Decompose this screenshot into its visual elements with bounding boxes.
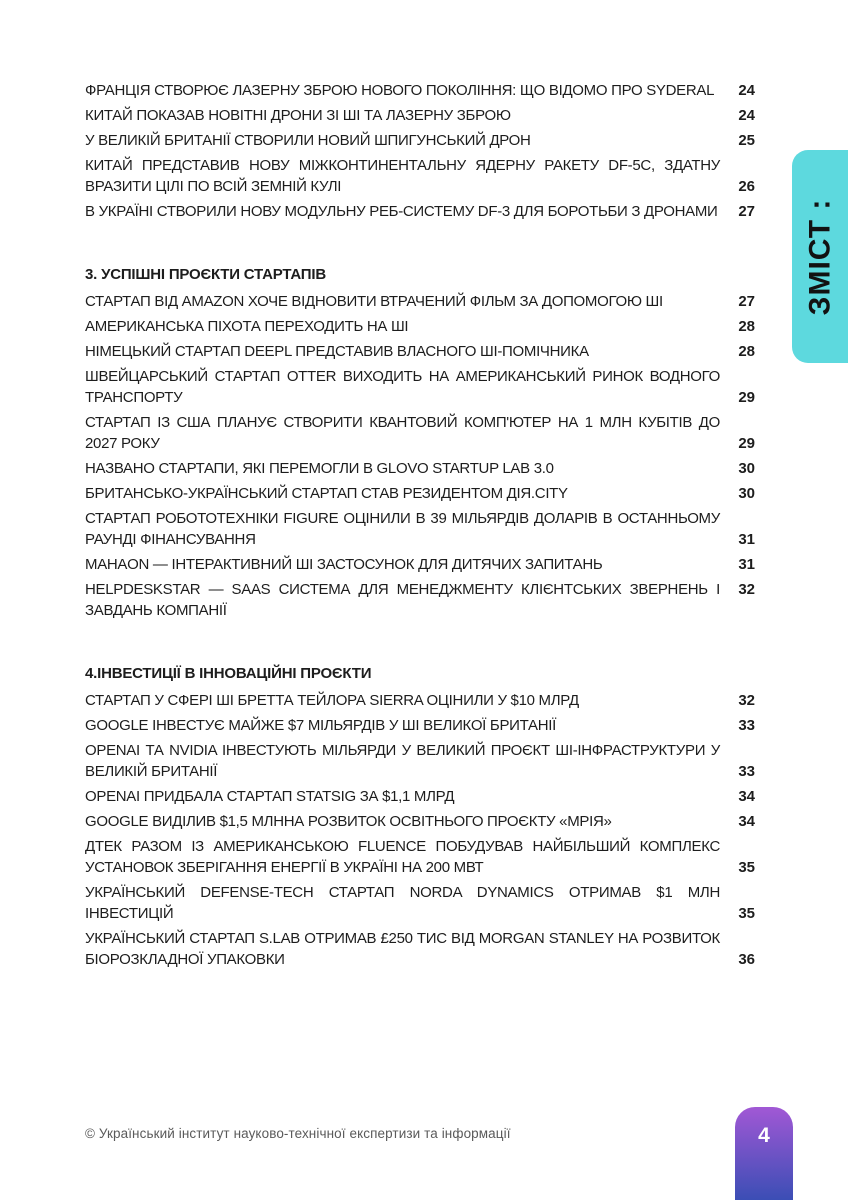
toc-entry-page: 35 [738, 859, 755, 876]
toc-entry-page: 24 [738, 107, 755, 124]
toc-entry-title: НІМЕЦЬКИЙ СТАРТАП DEEPL ПРЕДСТАВИВ ВЛАСНОГО ШІ-ПОМІЧНИКА [85, 343, 589, 360]
toc-entry-title: В УКРАЇНІ СТВОРИЛИ НОВУ МОДУЛЬНУ РЕБ-СИСТЕМУ DF-3 ДЛЯ БОРОТЬБИ З ДРОНАМИ [85, 203, 718, 220]
toc-entry-title: GOOGLE ВИДІЛИВ $1,5 МЛННА РОЗВИТОК ОСВІТНЬОГО ПРОЄКТУ «МРІЯ» [85, 813, 612, 830]
toc-entry[interactable] [85, 579, 755, 621]
toc-entry[interactable] [85, 786, 755, 807]
toc-entry[interactable] [85, 201, 755, 222]
toc-entry-page: 27 [738, 203, 755, 220]
toc-entry-title: КИТАЙ ПРЕДСТАВИВ НОВУ МІЖКОНТИНЕНТАЛЬНУ ЯДЕРНУ РАКЕТУ DF-5C, ЗДАТНУ ВРАЗИТИ ЦІЛІ ПО ВСІЙ ЗЕМНІЙ КУЛІ [85, 157, 720, 195]
toc-entry[interactable] [85, 740, 755, 782]
toc-entry[interactable] [85, 80, 755, 101]
toc-entry[interactable] [85, 836, 755, 878]
toc-entry-page: 30 [738, 485, 755, 502]
toc-section-continued [85, 80, 755, 222]
toc-entry-title: УКРАЇНСЬКИЙ DEFENSE-TECH СТАРТАП NORDA DYNAMICS ОТРИМАВ $1 МЛН ІНВЕСТИЦІЙ [85, 884, 720, 922]
toc-entry[interactable] [85, 715, 755, 736]
toc-entry[interactable] [85, 412, 755, 454]
toc-entry-page: 36 [738, 951, 755, 968]
toc-entry-title: СТАРТАП РОБОТОТЕХНІКИ FIGURE ОЦІНИЛИ В 39 МІЛЬЯРДІВ ДОЛАРІВ В ОСТАННЬОМУ РАУНДІ ФІНАНСУВАННЯ [85, 510, 720, 548]
contents-side-tab [792, 150, 848, 363]
contents-side-tab-label: ЗМІСТ : [803, 198, 836, 315]
toc-entry-page: 26 [738, 178, 755, 195]
toc-entry-title: БРИТАНСЬКО-УКРАЇНСЬКИЙ СТАРТАП СТАВ РЕЗИДЕНТОМ ДІЯ.CITY [85, 485, 568, 502]
page-number: 4 [758, 1124, 770, 1147]
toc-entry-title: MAHAON — ІНТЕРАКТИВНИЙ ШІ ЗАСТОСУНОК ДЛЯ ДИТЯЧИХ ЗАПИТАНЬ [85, 556, 603, 573]
toc-entry-title: АМЕРИКАНСЬКА ПІХОТА ПЕРЕХОДИТЬ НА ШІ [85, 318, 409, 335]
toc-entry-page: 32 [738, 581, 755, 598]
toc-entry[interactable] [85, 882, 755, 924]
toc-entry[interactable] [85, 105, 755, 126]
toc-entry[interactable] [85, 458, 755, 479]
toc-entry[interactable] [85, 291, 755, 312]
toc-entry-title: ФРАНЦІЯ СТВОРЮЄ ЛАЗЕРНУ ЗБРОЮ НОВОГО ПОКОЛІННЯ: ЩО ВІДОМО ПРО SYDERAL [85, 82, 715, 99]
toc-entry-title: ДТЕК РАЗОМ ІЗ АМЕРИКАНСЬКОЮ FLUENCE ПОБУДУВАВ НАЙБІЛЬШИЙ КОМПЛЕКС УСТАНОВОК ЗБЕРІГАННЯ ЕНЕРГІЇ В УКРАЇНІ НА 200 МВТ [85, 838, 720, 876]
toc-entry-title: СТАРТАП ВІД AMAZON ХОЧЕ ВІДНОВИТИ ВТРАЧЕНИЙ ФІЛЬМ ЗА ДОПОМОГОЮ ШІ [85, 293, 663, 310]
toc-section-startups [85, 264, 755, 621]
toc-entry[interactable] [85, 928, 755, 970]
section-heading: 3. УСПІШНІ ПРОЄКТИ СТАРТАПІВ [85, 266, 326, 283]
toc-entry-page: 33 [738, 717, 755, 734]
toc-section-investments [85, 663, 755, 970]
toc-entry-title: OPENAI ПРИДБАЛА СТАРТАП STATSIG ЗА $1,1 МЛРД [85, 788, 455, 805]
toc-entry-page: 28 [738, 343, 755, 360]
toc-entry[interactable] [85, 483, 755, 504]
toc-entry-title: УКРАЇНСЬКИЙ СТАРТАП S.LAB ОТРИМАВ £250 ТИС ВІД MORGAN STANLEY НА РОЗВИТОК БІОРОЗКЛАДНОЇ УПАКОВКИ [85, 930, 720, 968]
toc-entry-title: OPENAI ТА NVIDIA ІНВЕСТУЮТЬ МІЛЬЯРДИ У ВЕЛИКИЙ ПРОЄКТ ШІ-ІНФРАСТРУКТУРИ У ВЕЛИКІЙ БРИТАНІЇ [85, 742, 720, 780]
toc-entry-page: 29 [738, 389, 755, 406]
toc-entry-title: СТАРТАП У СФЕРІ ШІ БРЕТТА ТЕЙЛОРА SIERRA ОЦІНИЛИ У $10 МЛРД [85, 692, 579, 709]
section-heading: 4.ІНВЕСТИЦІЇ В ІННОВАЦІЙНІ ПРОЄКТИ [85, 665, 372, 682]
toc-entry-page: 31 [738, 556, 755, 573]
toc-entry-page: 27 [738, 293, 755, 310]
toc-entry[interactable] [85, 508, 755, 550]
toc-entry-page: 31 [738, 531, 755, 548]
toc-entry[interactable] [85, 341, 755, 362]
toc-entry-page: 34 [738, 813, 755, 830]
toc-entry-page: 28 [738, 318, 755, 335]
toc-entry[interactable] [85, 554, 755, 575]
toc-entry-title: У ВЕЛИКІЙ БРИТАНІЇ СТВОРИЛИ НОВИЙ ШПИГУНСЬКИЙ ДРОН [85, 132, 531, 149]
toc-entry-page: 35 [738, 905, 755, 922]
toc-entry-page: 32 [738, 692, 755, 709]
toc-entry-page: 34 [738, 788, 755, 805]
toc-entry[interactable] [85, 366, 755, 408]
toc-entry[interactable] [85, 690, 755, 711]
toc-content [85, 80, 755, 974]
toc-entry[interactable] [85, 130, 755, 151]
toc-entry-page: 29 [738, 435, 755, 452]
toc-entry-title: СТАРТАП ІЗ США ПЛАНУЄ СТВОРИТИ КВАНТОВИЙ КОМП'ЮТЕР НА 1 МЛН КУБІТІВ ДО 2027 РОКУ [85, 414, 720, 452]
toc-entry[interactable] [85, 811, 755, 832]
toc-entry[interactable] [85, 316, 755, 337]
toc-entry-page: 33 [738, 763, 755, 780]
toc-entry-title: ШВЕЙЦАРСЬКИЙ СТАРТАП OTTER ВИХОДИТЬ НА АМЕРИКАНСЬКИЙ РИНОК ВОДНОГО ТРАНСПОРТУ [85, 368, 720, 406]
toc-entry-page: 24 [738, 82, 755, 99]
toc-entry[interactable] [85, 155, 755, 197]
toc-entry-page: 25 [738, 132, 755, 149]
toc-entry-title: КИТАЙ ПОКАЗАВ НОВІТНІ ДРОНИ ЗІ ШІ ТА ЛАЗЕРНУ ЗБРОЮ [85, 107, 511, 124]
toc-entry-title: НАЗВАНО СТАРТАПИ, ЯКІ ПЕРЕМОГЛИ В GLOVO STARTUP LAB 3.0 [85, 460, 554, 477]
toc-entry-title: GOOGLE ІНВЕСТУЄ МАЙЖЕ $7 МІЛЬЯРДІВ У ШІ ВЕЛИКОЇ БРИТАНІЇ [85, 717, 556, 734]
page-number-badge [735, 1107, 793, 1200]
toc-entry-page: 30 [738, 460, 755, 477]
toc-entry-title: HELPDESKSTAR — SAAS СИСТЕМА ДЛЯ МЕНЕДЖМЕНТУ КЛІЄНТСЬКИХ ЗВЕРНЕНЬ І ЗАВДАНЬ КОМПАНІЇ [85, 581, 720, 619]
footer-copyright: © Український інститут науково-технічної експертизи та інформації [85, 1126, 511, 1141]
